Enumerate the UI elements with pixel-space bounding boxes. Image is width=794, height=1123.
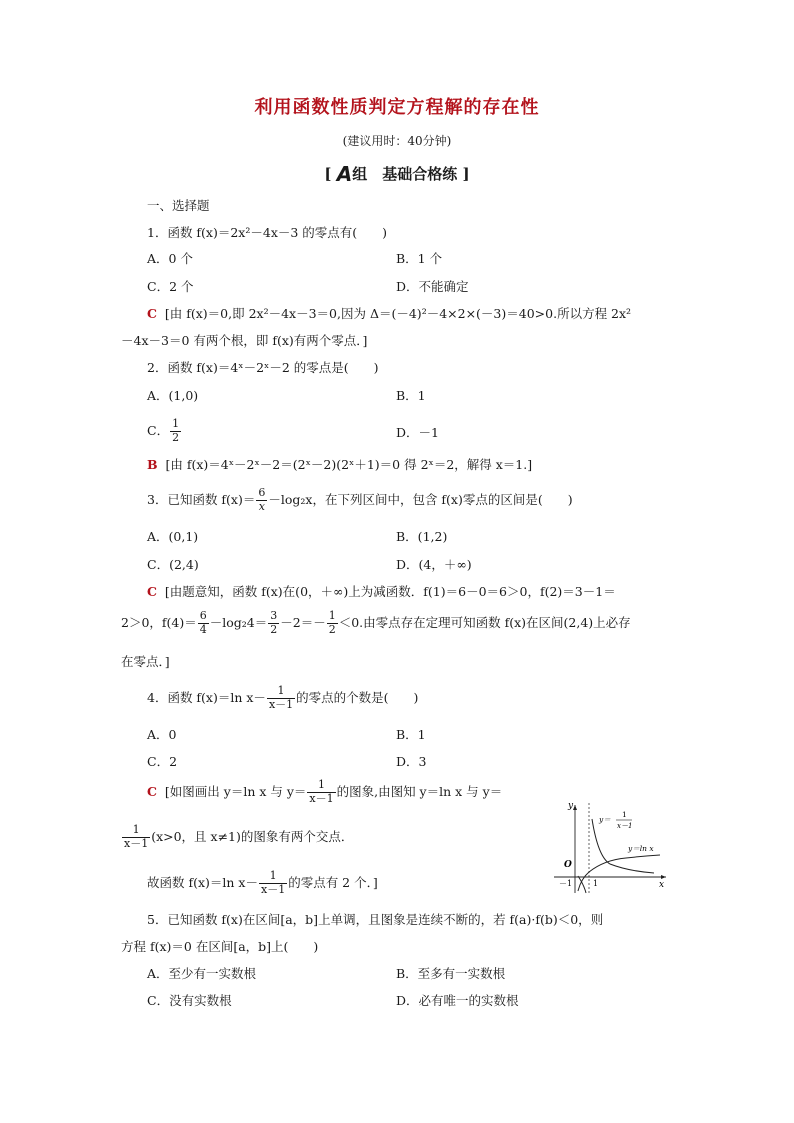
graph-recip-label-den: x－1 bbox=[617, 822, 633, 830]
q2-c-num: 1 bbox=[172, 417, 180, 430]
q3-expl2-a: 2＞0，f(4)＝ bbox=[121, 614, 197, 630]
q2-option-b: B．1 bbox=[396, 388, 426, 403]
q3-option-c: C．(2,4) bbox=[147, 557, 199, 572]
q1-answer: C bbox=[147, 306, 157, 321]
q4-option-b: B．1 bbox=[396, 727, 426, 742]
group-bracket-open: [ bbox=[324, 165, 332, 183]
q4-e2-den: x－1 bbox=[124, 836, 149, 850]
q2-option-a: A．(1,0) bbox=[147, 388, 199, 403]
q3-stem-pre: 3．已知函数 f(x)＝ bbox=[147, 491, 256, 507]
q1-option-d: D．不能确定 bbox=[396, 279, 469, 294]
q2-option-c-fraction bbox=[170, 418, 181, 444]
q5-stem-line1: 5．已知函数 f(x)在区间[a，b]上单调，且图象是连续不断的，若 f(a)·f(b)＜0，则 bbox=[147, 912, 604, 927]
q4-frac-num: 1 bbox=[267, 685, 295, 699]
q3-explanation-line1 bbox=[147, 586, 616, 599]
q3-expl1: [由题意知，函数 f(x)在(0，＋∞)上为减函数．f(1)＝6－0＝6＞0，f(2)＝3－1＝ bbox=[164, 584, 616, 599]
q3-stem-post: －log₂x，在下列区间中，包含 f(x)零点的区间是( ) bbox=[268, 491, 573, 507]
q3-f1-den: 4 bbox=[199, 622, 207, 636]
q4-e2-num: 1 bbox=[122, 824, 150, 838]
q1-explanation-line2: －4x－3＝0 有两个根，即 f(x)有两个零点．] bbox=[121, 333, 368, 348]
q3-stem bbox=[147, 487, 573, 513]
q5-option-c: C．没有实数根 bbox=[147, 993, 232, 1008]
q3-f1-num: 6 bbox=[199, 609, 207, 622]
q2-explanation bbox=[147, 459, 532, 472]
graph-ln-label: y＝ln x bbox=[628, 844, 654, 853]
graph-one-label: 1 bbox=[593, 879, 599, 888]
q4-expl3-frac bbox=[259, 870, 287, 896]
q1-option-b: B．1 个 bbox=[396, 251, 443, 266]
section-heading: 一、选择题 bbox=[147, 198, 210, 213]
q2-expl: [由 f(x)＝4ˣ－2ˣ－2＝(2ˣ－2)(2ˣ＋1)＝0 得 2ˣ＝2，解得 x＝1.] bbox=[165, 457, 533, 472]
q3-explanation-line3: 在零点．] bbox=[121, 654, 170, 669]
q1-option-c: C．2 个 bbox=[147, 279, 194, 294]
group-letter: A bbox=[336, 162, 353, 186]
q3-expl2-c: －2＝－ bbox=[280, 614, 326, 630]
graph-neg-one-label: －1 bbox=[559, 879, 573, 888]
q5-option-b: B．至多有一实数根 bbox=[396, 966, 506, 981]
y-axis-arrow-icon bbox=[573, 805, 577, 810]
ln-curve bbox=[578, 855, 660, 891]
q4-expl1-a: [如图画出 y＝ln x 与 y＝ bbox=[164, 783, 307, 799]
q3-option-d: D．(4，＋∞) bbox=[396, 557, 472, 572]
q4-stem-post: 的零点的个数是( ) bbox=[296, 689, 419, 705]
q4-function-graph bbox=[548, 795, 674, 895]
q4-stem-pre: 4．函数 f(x)＝ln x－ bbox=[147, 689, 266, 705]
q4-stem bbox=[147, 685, 418, 711]
q3-expl2-frac2 bbox=[268, 610, 279, 636]
group-bracket-close: ] bbox=[462, 165, 470, 183]
q4-expl3-b: 的零点有 2 个．] bbox=[288, 874, 378, 890]
q3-stem-fraction bbox=[256, 487, 267, 513]
q3-expl2-d: ＜0.由零点存在定理可知函数 f(x)在区间(2,4)上必存 bbox=[338, 614, 631, 630]
q3-option-a: A．(0,1) bbox=[147, 529, 199, 544]
q2-option-c bbox=[147, 418, 182, 444]
x-axis-arrow-icon bbox=[661, 875, 666, 879]
graph-recip-label-pre: y＝ bbox=[599, 815, 611, 824]
suggested-time: (建议用时：40分钟) bbox=[342, 134, 452, 148]
q4-expl2-frac bbox=[122, 824, 150, 850]
q3-expl2-frac1 bbox=[198, 610, 209, 636]
q3-answer: C bbox=[147, 584, 157, 599]
q4-frac-den: x－1 bbox=[268, 697, 294, 711]
q2-option-d: D．－1 bbox=[396, 425, 439, 440]
reciprocal-curve-left bbox=[578, 876, 586, 893]
q1-explanation-line1 bbox=[147, 308, 631, 321]
graph-x-label: x bbox=[659, 880, 665, 890]
q3-expl2-b: －log₂4＝ bbox=[209, 614, 268, 630]
q4-explanation-line2 bbox=[121, 824, 353, 850]
q2-c-den: 2 bbox=[172, 430, 180, 444]
q2-option-c-label: C． bbox=[147, 422, 170, 438]
q4-option-c: C．2 bbox=[147, 754, 178, 769]
q3-expl2-frac3 bbox=[327, 610, 338, 636]
q4-e1-den: x－1 bbox=[309, 791, 334, 805]
q4-expl3-a: 故函数 f(x)＝ln x－ bbox=[147, 874, 258, 890]
page-title: 利用函数性质判定方程解的存在性 bbox=[254, 97, 540, 118]
q3-f2-num: 3 bbox=[270, 609, 278, 622]
graph-y-label: y bbox=[568, 801, 574, 811]
q5-option-a: A．至少有一实数根 bbox=[147, 966, 257, 981]
q1-option-a: A．0 个 bbox=[147, 251, 193, 266]
q4-e1-num: 1 bbox=[307, 779, 335, 793]
q4-expl1-b: 的图象,由图知 y＝ln x 与 y＝ bbox=[336, 783, 503, 799]
group-label: 组 基础合格练 bbox=[352, 165, 458, 183]
q4-e3-den: x－1 bbox=[260, 882, 286, 896]
q2-stem: 2．函数 f(x)＝4ˣ－2ˣ－2 的零点是( ) bbox=[147, 360, 379, 375]
graph-origin-label: O bbox=[564, 860, 572, 870]
q1-stem: 1．函数 f(x)＝2x²－4x－3 的零点有( ) bbox=[147, 225, 388, 240]
q4-expl1-frac bbox=[307, 779, 335, 805]
graph-recip-label-num: 1 bbox=[622, 810, 627, 819]
q4-option-a: A．0 bbox=[147, 727, 177, 742]
q4-expl2-b: (x>0，且 x≠1)的图象有两个交点． bbox=[151, 828, 354, 844]
q3-f3-den: 2 bbox=[328, 622, 336, 636]
q4-answer: C bbox=[147, 783, 157, 799]
q1-expl1: [由 f(x)＝0,即 2x²－4x－3＝0,因为 Δ＝(－4)²－4×2×(－3)＝40>0.所以方程 2x² bbox=[164, 306, 632, 321]
q3-frac-den: x bbox=[258, 499, 265, 513]
q3-f3-num: 1 bbox=[328, 609, 336, 622]
q2-answer: B bbox=[147, 457, 158, 472]
q3-option-b: B．(1,2) bbox=[396, 529, 448, 544]
q4-e3-num: 1 bbox=[259, 870, 287, 884]
q4-stem-fraction bbox=[267, 685, 295, 711]
q4-explanation-line3 bbox=[147, 870, 378, 896]
q4-explanation-line1 bbox=[147, 779, 502, 805]
group-header bbox=[0, 164, 794, 184]
q3-f2-den: 2 bbox=[270, 622, 278, 636]
q5-option-d: D．必有唯一的实数根 bbox=[396, 993, 519, 1008]
q3-frac-num: 6 bbox=[258, 486, 266, 499]
q4-option-d: D．3 bbox=[396, 754, 427, 769]
q5-stem-line2: 方程 f(x)＝0 在区间[a，b]上( ) bbox=[121, 939, 319, 954]
q3-explanation-line2 bbox=[121, 610, 631, 636]
